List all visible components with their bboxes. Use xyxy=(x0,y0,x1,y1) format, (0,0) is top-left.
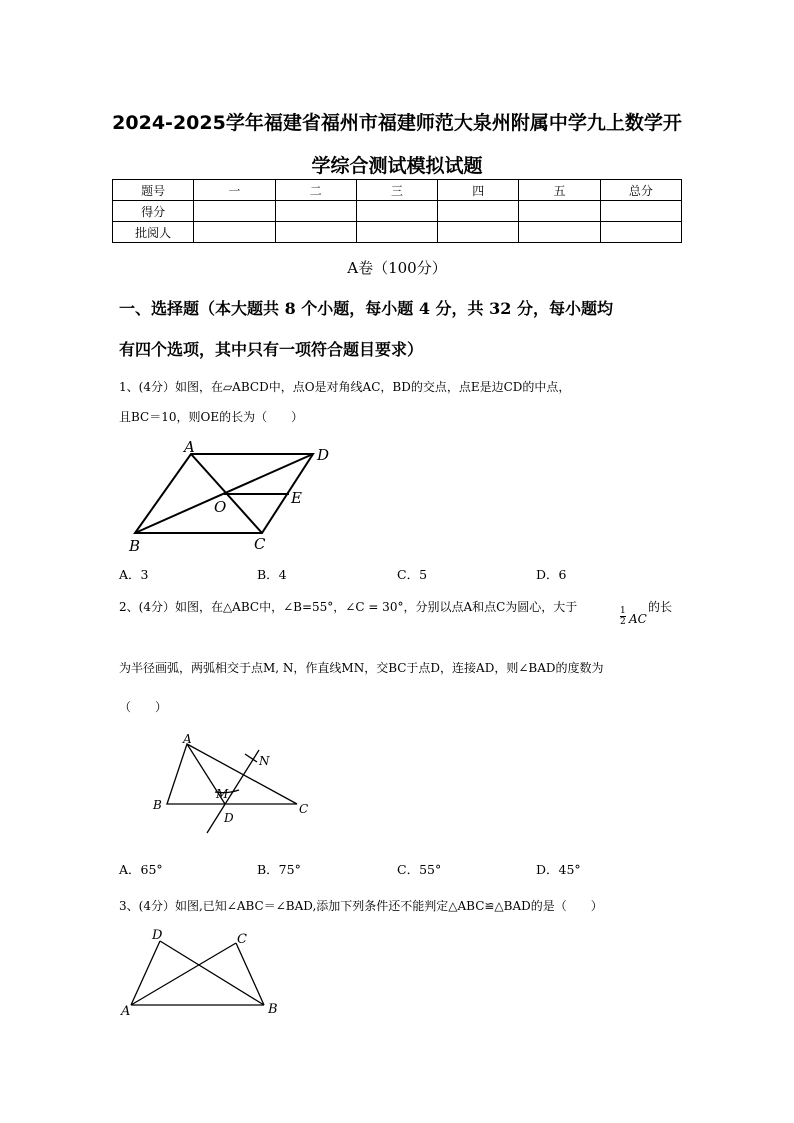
fraction-denominator: 2 xyxy=(620,617,626,627)
question-1-option-b[interactable]: B．4 xyxy=(257,567,287,582)
question-1-text-line2: 且BC＝10，则OE的长为（ ） xyxy=(119,410,304,424)
document-title-line2: 学综合测试模拟试题 xyxy=(311,155,483,177)
question-1-text-line1: 1、(4分）如图，在▱ABCD中，点O是对角线AC，BD的交点，点E是边CD的中点， xyxy=(119,380,571,394)
label-e: E xyxy=(291,489,302,507)
q2-label-a: A xyxy=(183,732,192,746)
q2-label-c: C xyxy=(299,802,309,816)
score-header-cell: 总分 xyxy=(600,180,681,201)
part-a-heading: A卷（100分） xyxy=(347,259,447,277)
score-cell[interactable] xyxy=(600,222,681,243)
score-cell[interactable] xyxy=(438,222,519,243)
label-o: O xyxy=(214,498,227,516)
score-header-cell: 三 xyxy=(356,180,437,201)
question-2-option-d[interactable]: D．45° xyxy=(536,862,581,877)
q3-label-a: A xyxy=(121,1004,131,1019)
score-cell[interactable] xyxy=(356,222,437,243)
q2-label-d: D xyxy=(224,811,234,825)
score-row-label: 得分 xyxy=(113,201,194,222)
question-2-triangle-figure xyxy=(145,730,320,838)
question-2-option-b[interactable]: B．75° xyxy=(257,862,301,877)
fraction-numerator: 1 xyxy=(620,606,626,616)
question-2-text-line1-end: 的长 xyxy=(648,600,673,614)
label-c: C xyxy=(254,535,266,553)
score-cell[interactable] xyxy=(519,222,600,243)
question-2-text-line1: 2、(4分）如图，在△ABC中，∠B=55°，∠C = 30°，分别以点A和点C为圆心，大于 xyxy=(119,600,578,614)
question-3-text-line1: 3、(4分）如图,已知∠ABC＝∠BAD,添加下列条件还不能判定△ABC≌△BAD的是（ ） xyxy=(119,899,603,913)
section-heading-line1: 一、选择题（本大题共 8 个小题，每小题 4 分，共 32 分，每小题均 xyxy=(119,299,613,318)
fraction-tail: AC xyxy=(629,612,647,626)
q2-label-m: M xyxy=(216,787,229,801)
score-cell[interactable] xyxy=(600,201,681,222)
q2-label-n: N xyxy=(259,754,270,768)
document-title-line1: 2024-2025学年福建省福州市福建师范大泉州附属中学九上数学开 xyxy=(112,112,682,134)
segment-ca xyxy=(131,943,236,1005)
score-cell[interactable] xyxy=(519,201,600,222)
segment-db xyxy=(160,941,264,1005)
fraction-half xyxy=(620,606,626,627)
question-3-triangles-figure xyxy=(118,925,288,1021)
question-2-text-line3: （ ） xyxy=(119,700,168,714)
question-1-option-d[interactable]: D．6 xyxy=(536,567,567,582)
score-header-cell: 四 xyxy=(438,180,519,201)
score-table-row xyxy=(113,201,682,222)
label-b: B xyxy=(129,537,141,555)
score-header-cell: 二 xyxy=(275,180,356,201)
score-header-cell: 一 xyxy=(194,180,275,201)
score-cell[interactable] xyxy=(275,201,356,222)
question-2-option-c[interactable]: C．55° xyxy=(397,862,442,877)
q2-label-b: B xyxy=(153,798,162,812)
segment-ad xyxy=(131,941,160,1005)
score-table-header-row xyxy=(113,180,682,201)
score-cell[interactable] xyxy=(438,201,519,222)
q3-label-b: B xyxy=(268,1002,278,1017)
score-table xyxy=(112,179,682,243)
question-1-parallelogram-figure xyxy=(118,435,348,557)
score-cell[interactable] xyxy=(356,201,437,222)
question-1-option-c[interactable]: C．5 xyxy=(397,567,428,582)
score-cell[interactable] xyxy=(275,222,356,243)
score-row-label: 批阅人 xyxy=(113,222,194,243)
score-cell[interactable] xyxy=(194,222,275,243)
question-1-option-a[interactable]: A．3 xyxy=(119,567,149,582)
score-header-cell: 五 xyxy=(519,180,600,201)
score-cell[interactable] xyxy=(194,201,275,222)
question-2-text-line2: 为半径画弧，两弧相交于点M, N，作直线MN，交BC于点D，连接AD，则∠BAD的度数为 xyxy=(119,661,604,675)
q3-label-d: D xyxy=(152,928,163,943)
section-heading-line2: 有四个选项，其中只有一项符合题目要求） xyxy=(119,340,424,359)
label-d: D xyxy=(317,446,330,464)
score-table-row xyxy=(113,222,682,243)
question-2-option-a[interactable]: A．65° xyxy=(119,862,163,877)
q3-label-c: C xyxy=(237,932,247,947)
label-a: A xyxy=(184,438,195,456)
triangle-abc xyxy=(167,744,297,804)
score-header-cell: 题号 xyxy=(113,180,194,201)
